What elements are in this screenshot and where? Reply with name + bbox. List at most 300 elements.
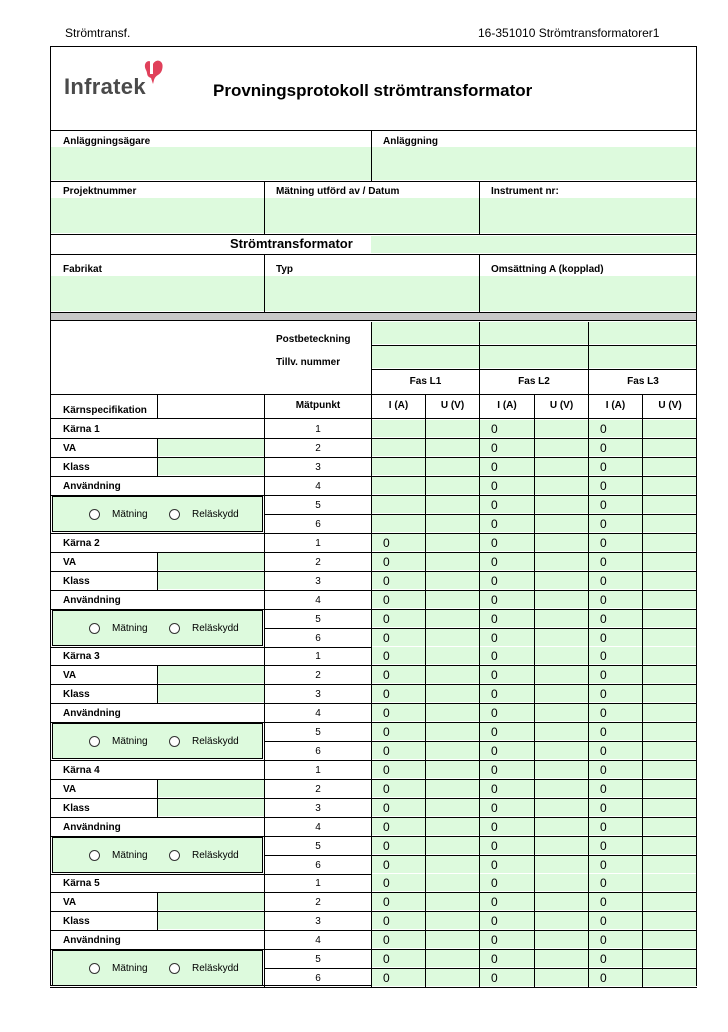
value-cell[interactable]	[535, 534, 588, 551]
value-cell[interactable]	[643, 647, 696, 664]
value-cell[interactable]	[643, 420, 696, 437]
relaskydd-radio[interactable]	[169, 963, 180, 974]
l3-current-value: 0	[600, 422, 607, 436]
value-cell[interactable]	[535, 647, 588, 664]
matning-radio[interactable]	[89, 509, 100, 520]
matpunkt-number: 2	[315, 897, 321, 908]
value-cell[interactable]	[426, 458, 479, 475]
value-cell[interactable]	[480, 477, 534, 494]
value-cell[interactable]	[535, 723, 588, 740]
value-cell[interactable]	[589, 458, 642, 475]
value-cell[interactable]	[643, 572, 696, 589]
value-cell[interactable]	[480, 969, 534, 986]
value-cell[interactable]	[589, 496, 642, 513]
value-cell[interactable]	[480, 591, 534, 608]
value-cell[interactable]	[535, 572, 588, 589]
value-cell[interactable]	[480, 629, 534, 646]
type-label: Typ	[276, 264, 294, 275]
value-cell[interactable]	[643, 704, 696, 721]
value-cell[interactable]	[426, 685, 479, 702]
value-cell[interactable]	[589, 931, 642, 948]
l2-current-value: 0	[491, 687, 498, 701]
value-cell[interactable]	[589, 647, 642, 664]
value-cell[interactable]	[643, 723, 696, 740]
value-cell[interactable]	[480, 534, 534, 551]
value-cell[interactable]	[372, 572, 425, 589]
value-cell[interactable]	[535, 912, 588, 929]
value-cell[interactable]	[480, 458, 534, 475]
instrument-label: Instrument nr:	[491, 186, 559, 197]
l3-current-value: 0	[600, 536, 607, 550]
value-cell[interactable]	[589, 818, 642, 835]
value-cell[interactable]	[589, 610, 642, 627]
value-cell[interactable]	[480, 553, 534, 570]
value-cell[interactable]	[589, 799, 642, 816]
instrument-field[interactable]	[480, 198, 696, 233]
value-cell[interactable]	[426, 969, 479, 986]
l2-current-value: 0	[491, 952, 498, 966]
value-cell[interactable]	[372, 704, 425, 721]
value-cell[interactable]	[372, 950, 425, 967]
matpunkt-number: 4	[315, 708, 321, 719]
l3-current-value: 0	[600, 555, 607, 569]
project-field[interactable]	[51, 198, 264, 233]
value-cell[interactable]	[589, 515, 642, 532]
l2-current-value: 0	[491, 763, 498, 777]
make-field[interactable]	[51, 276, 264, 311]
value-cell[interactable]	[643, 837, 696, 854]
matning-option-label: Mätning	[112, 509, 148, 520]
value-cell[interactable]	[426, 723, 479, 740]
value-cell[interactable]	[372, 799, 425, 816]
value-cell[interactable]	[372, 610, 425, 627]
core-label: Kärna 5	[63, 878, 100, 889]
l3-current-value: 0	[600, 687, 607, 701]
value-cell[interactable]	[480, 893, 534, 910]
matpunkt-number: 3	[315, 576, 321, 587]
value-cell[interactable]	[589, 572, 642, 589]
l1-current-value: 0	[383, 555, 390, 569]
value-cell[interactable]	[480, 912, 534, 929]
value-cell[interactable]	[535, 799, 588, 816]
value-cell[interactable]	[589, 969, 642, 986]
l3-current-value: 0	[600, 763, 607, 777]
value-cell[interactable]	[643, 912, 696, 929]
value-cell[interactable]	[535, 496, 588, 513]
type-field[interactable]	[265, 276, 479, 311]
value-cell[interactable]	[426, 837, 479, 854]
value-cell[interactable]	[426, 742, 479, 759]
l1-current-value: 0	[383, 763, 390, 777]
value-cell[interactable]	[372, 647, 425, 664]
l3-u-header: U (V)	[658, 400, 682, 411]
l2-current-value: 0	[491, 574, 498, 588]
relaskydd-radio[interactable]	[169, 736, 180, 747]
relaskydd-option-label: Reläskydd	[192, 736, 239, 747]
value-cell[interactable]	[535, 837, 588, 854]
l2-current-value: 0	[491, 555, 498, 569]
value-cell[interactable]	[426, 515, 479, 532]
l3-current-value: 0	[600, 876, 607, 890]
value-cell[interactable]	[480, 610, 534, 627]
va-field[interactable]	[158, 892, 264, 910]
klass-field[interactable]	[158, 911, 264, 929]
l3-current-value: 0	[600, 895, 607, 909]
l3-current-value: 0	[600, 782, 607, 796]
make-label: Fabrikat	[63, 264, 102, 275]
value-cell[interactable]	[589, 439, 642, 456]
value-cell[interactable]	[372, 515, 425, 532]
value-cell[interactable]	[643, 496, 696, 513]
value-cell[interactable]	[480, 572, 534, 589]
klass-field[interactable]	[158, 684, 264, 702]
value-cell[interactable]	[426, 647, 479, 664]
l2-current-value: 0	[491, 422, 498, 436]
value-cell[interactable]	[643, 610, 696, 627]
value-cell[interactable]	[535, 761, 588, 778]
value-cell[interactable]	[589, 553, 642, 570]
matpunkt-number: 5	[315, 727, 321, 738]
matpunkt-number: 5	[315, 841, 321, 852]
l3-current-value: 0	[600, 574, 607, 588]
value-cell[interactable]	[643, 534, 696, 551]
l1-current-value: 0	[383, 706, 390, 720]
value-cell[interactable]	[372, 818, 425, 835]
value-cell[interactable]	[643, 969, 696, 986]
l1-current-value: 0	[383, 649, 390, 663]
facility-field[interactable]	[372, 147, 696, 180]
matning-radio[interactable]	[89, 963, 100, 974]
phase-l2-label: Fas L2	[518, 376, 550, 387]
matning-radio[interactable]	[89, 736, 100, 747]
va-label: VA	[63, 784, 77, 795]
value-cell[interactable]	[643, 458, 696, 475]
value-cell[interactable]	[535, 666, 588, 683]
value-cell[interactable]	[535, 742, 588, 759]
value-cell[interactable]	[480, 780, 534, 797]
l1-current-value: 0	[383, 668, 390, 682]
value-cell[interactable]	[372, 931, 425, 948]
value-cell[interactable]	[480, 704, 534, 721]
matpunkt-label: Mätpunkt	[295, 400, 341, 411]
value-cell[interactable]	[589, 629, 642, 646]
l1-current-value: 0	[383, 820, 390, 834]
relaskydd-option-label: Reläskydd	[192, 509, 239, 520]
postbeteckning-field[interactable]	[372, 322, 696, 344]
klass-label: Klass	[63, 462, 90, 473]
infratek-logo: Infratek	[64, 74, 146, 99]
value-cell[interactable]	[535, 950, 588, 967]
value-cell[interactable]	[589, 685, 642, 702]
l3-current-value: 0	[600, 517, 607, 531]
value-cell[interactable]	[589, 837, 642, 854]
va-field[interactable]	[158, 665, 264, 683]
l3-current-value: 0	[600, 498, 607, 512]
matpunkt-number: 2	[315, 443, 321, 454]
value-cell[interactable]	[589, 534, 642, 551]
value-cell[interactable]	[535, 685, 588, 702]
facility-label: Anläggning	[383, 136, 438, 147]
value-cell[interactable]	[535, 931, 588, 948]
value-cell[interactable]	[643, 874, 696, 891]
value-cell[interactable]	[535, 818, 588, 835]
usage-label: Användning	[63, 595, 121, 606]
value-cell[interactable]	[426, 666, 479, 683]
klass-label: Klass	[63, 576, 90, 587]
value-cell[interactable]	[535, 629, 588, 646]
value-cell[interactable]	[426, 534, 479, 551]
usage-label: Användning	[63, 822, 121, 833]
l2-current-value: 0	[491, 479, 498, 493]
value-cell[interactable]	[589, 874, 642, 891]
va-field[interactable]	[158, 552, 264, 570]
value-cell[interactable]	[535, 553, 588, 570]
value-cell[interactable]	[535, 610, 588, 627]
value-cell[interactable]	[426, 818, 479, 835]
value-cell[interactable]	[372, 496, 425, 513]
value-cell[interactable]	[480, 931, 534, 948]
separator-bar	[51, 312, 696, 321]
usage-label: Användning	[63, 708, 121, 719]
l2-current-value: 0	[491, 801, 498, 815]
phase-l3-label: Fas L3	[627, 376, 659, 387]
matpunkt-number: 2	[315, 784, 321, 795]
value-cell[interactable]	[643, 856, 696, 873]
value-cell[interactable]	[426, 553, 479, 570]
value-cell[interactable]	[426, 912, 479, 929]
klass-field[interactable]	[158, 571, 264, 589]
value-cell[interactable]	[643, 439, 696, 456]
value-cell[interactable]	[535, 420, 588, 437]
l1-current-value: 0	[383, 536, 390, 550]
klass-field[interactable]	[158, 457, 264, 475]
value-cell[interactable]	[643, 742, 696, 759]
value-cell[interactable]	[372, 780, 425, 797]
value-cell[interactable]	[589, 723, 642, 740]
matpunkt-number: 4	[315, 822, 321, 833]
value-cell[interactable]	[372, 439, 425, 456]
value-cell[interactable]	[372, 534, 425, 551]
l2-current-value: 0	[491, 744, 498, 758]
value-cell[interactable]	[589, 950, 642, 967]
value-cell[interactable]	[426, 893, 479, 910]
value-cell[interactable]	[480, 874, 534, 891]
value-cell[interactable]	[426, 629, 479, 646]
value-cell[interactable]	[589, 780, 642, 797]
section-field[interactable]	[371, 236, 696, 253]
l1-current-value: 0	[383, 801, 390, 815]
l1-current-value: 0	[383, 593, 390, 607]
value-cell[interactable]	[372, 629, 425, 646]
klass-field[interactable]	[158, 798, 264, 816]
matpunkt-number: 1	[315, 424, 321, 435]
value-cell[interactable]	[589, 477, 642, 494]
value-cell[interactable]	[589, 912, 642, 929]
value-cell[interactable]	[372, 761, 425, 778]
matpunkt-number: 4	[315, 481, 321, 492]
value-cell[interactable]	[589, 761, 642, 778]
value-cell[interactable]	[426, 704, 479, 721]
l2-current-value: 0	[491, 631, 498, 645]
value-cell[interactable]	[480, 647, 534, 664]
value-cell[interactable]	[480, 685, 534, 702]
project-label: Projektnummer	[63, 186, 137, 197]
value-cell[interactable]	[643, 477, 696, 494]
l2-current-value: 0	[491, 839, 498, 853]
value-cell[interactable]	[426, 856, 479, 873]
value-cell[interactable]	[535, 591, 588, 608]
value-cell[interactable]	[426, 610, 479, 627]
relaskydd-radio[interactable]	[169, 509, 180, 520]
tillv-field[interactable]	[372, 346, 696, 368]
value-cell[interactable]	[643, 553, 696, 570]
value-cell[interactable]	[535, 893, 588, 910]
l1-current-value: 0	[383, 876, 390, 890]
value-cell[interactable]	[426, 931, 479, 948]
value-cell[interactable]	[480, 496, 534, 513]
value-cell[interactable]	[589, 893, 642, 910]
matning-radio[interactable]	[89, 850, 100, 861]
l3-current-value: 0	[600, 801, 607, 815]
value-cell[interactable]	[426, 950, 479, 967]
ratio-label: Omsättning A (kopplad)	[491, 264, 604, 275]
header-left: Strömtransf.	[65, 26, 131, 40]
l3-current-value: 0	[600, 744, 607, 758]
l2-current-value: 0	[491, 441, 498, 455]
value-cell[interactable]	[480, 439, 534, 456]
l3-current-value: 0	[600, 460, 607, 474]
value-cell[interactable]	[426, 761, 479, 778]
value-cell[interactable]	[589, 591, 642, 608]
value-cell[interactable]	[535, 969, 588, 986]
value-cell[interactable]	[426, 874, 479, 891]
l1-current-value: 0	[383, 782, 390, 796]
value-cell[interactable]	[535, 458, 588, 475]
value-cell[interactable]	[643, 950, 696, 967]
l2-current-value: 0	[491, 460, 498, 474]
value-cell[interactable]	[372, 893, 425, 910]
l2-current-value: 0	[491, 782, 498, 796]
l2-current-value: 0	[491, 612, 498, 626]
value-cell[interactable]	[643, 931, 696, 948]
value-cell[interactable]	[643, 818, 696, 835]
va-label: VA	[63, 670, 77, 681]
value-cell[interactable]	[372, 874, 425, 891]
klass-label: Klass	[63, 916, 90, 927]
value-cell[interactable]	[643, 666, 696, 683]
value-cell[interactable]	[372, 837, 425, 854]
value-cell[interactable]	[535, 439, 588, 456]
value-cell[interactable]	[535, 856, 588, 873]
matpunkt-number: 1	[315, 651, 321, 662]
value-cell[interactable]	[643, 761, 696, 778]
value-cell[interactable]	[372, 723, 425, 740]
va-field[interactable]	[158, 779, 264, 797]
value-cell[interactable]	[480, 837, 534, 854]
matpunkt-number: 4	[315, 935, 321, 946]
value-cell[interactable]	[372, 856, 425, 873]
value-cell[interactable]	[372, 458, 425, 475]
value-cell[interactable]	[480, 420, 534, 437]
value-cell[interactable]	[480, 818, 534, 835]
value-cell[interactable]	[643, 685, 696, 702]
l1-current-value: 0	[383, 914, 390, 928]
value-cell[interactable]	[426, 477, 479, 494]
value-cell[interactable]	[372, 912, 425, 929]
matning-radio[interactable]	[89, 623, 100, 634]
value-cell[interactable]	[480, 761, 534, 778]
l1-current-value: 0	[383, 631, 390, 645]
value-cell[interactable]	[589, 856, 642, 873]
header-right: 16-351010 Strömtransformatorer1	[478, 26, 660, 40]
value-cell[interactable]	[372, 420, 425, 437]
value-cell[interactable]	[480, 856, 534, 873]
value-cell[interactable]	[426, 496, 479, 513]
value-cell[interactable]	[426, 591, 479, 608]
value-cell[interactable]	[372, 742, 425, 759]
value-cell[interactable]	[426, 439, 479, 456]
value-cell[interactable]	[535, 874, 588, 891]
l2-current-value: 0	[491, 668, 498, 682]
value-cell[interactable]	[643, 629, 696, 646]
value-cell[interactable]	[535, 477, 588, 494]
l1-current-value: 0	[383, 895, 390, 909]
value-cell[interactable]	[480, 666, 534, 683]
value-cell[interactable]	[426, 572, 479, 589]
measured-by-field[interactable]	[265, 198, 479, 233]
value-cell[interactable]	[589, 666, 642, 683]
l3-current-value: 0	[600, 725, 607, 739]
value-cell[interactable]	[589, 742, 642, 759]
ratio-field[interactable]	[480, 276, 696, 311]
value-cell[interactable]	[643, 591, 696, 608]
value-cell[interactable]	[643, 893, 696, 910]
value-cell[interactable]	[480, 950, 534, 967]
value-cell[interactable]	[643, 780, 696, 797]
value-cell[interactable]	[589, 420, 642, 437]
matpunkt-number: 4	[315, 595, 321, 606]
value-cell[interactable]	[372, 666, 425, 683]
value-cell[interactable]	[643, 799, 696, 816]
owner-field[interactable]	[51, 147, 371, 180]
l2-current-value: 0	[491, 498, 498, 512]
value-cell[interactable]	[643, 515, 696, 532]
value-cell[interactable]	[372, 591, 425, 608]
value-cell[interactable]	[480, 799, 534, 816]
value-cell[interactable]	[372, 685, 425, 702]
value-cell[interactable]	[372, 553, 425, 570]
l3-current-value: 0	[600, 914, 607, 928]
value-cell[interactable]	[589, 704, 642, 721]
relaskydd-radio[interactable]	[169, 850, 180, 861]
value-cell[interactable]	[480, 723, 534, 740]
relaskydd-radio[interactable]	[169, 623, 180, 634]
va-field[interactable]	[158, 438, 264, 456]
value-cell[interactable]	[426, 799, 479, 816]
value-cell[interactable]	[535, 704, 588, 721]
value-cell[interactable]	[372, 477, 425, 494]
relaskydd-option-label: Reläskydd	[192, 850, 239, 861]
postbeteckning-label: Postbeteckning	[276, 334, 351, 345]
value-cell[interactable]	[480, 742, 534, 759]
l1-current-value: 0	[383, 574, 390, 588]
value-cell[interactable]	[535, 780, 588, 797]
value-cell[interactable]	[372, 969, 425, 986]
value-cell[interactable]	[480, 515, 534, 532]
value-cell[interactable]	[426, 420, 479, 437]
value-cell[interactable]	[535, 515, 588, 532]
value-cell[interactable]	[426, 780, 479, 797]
